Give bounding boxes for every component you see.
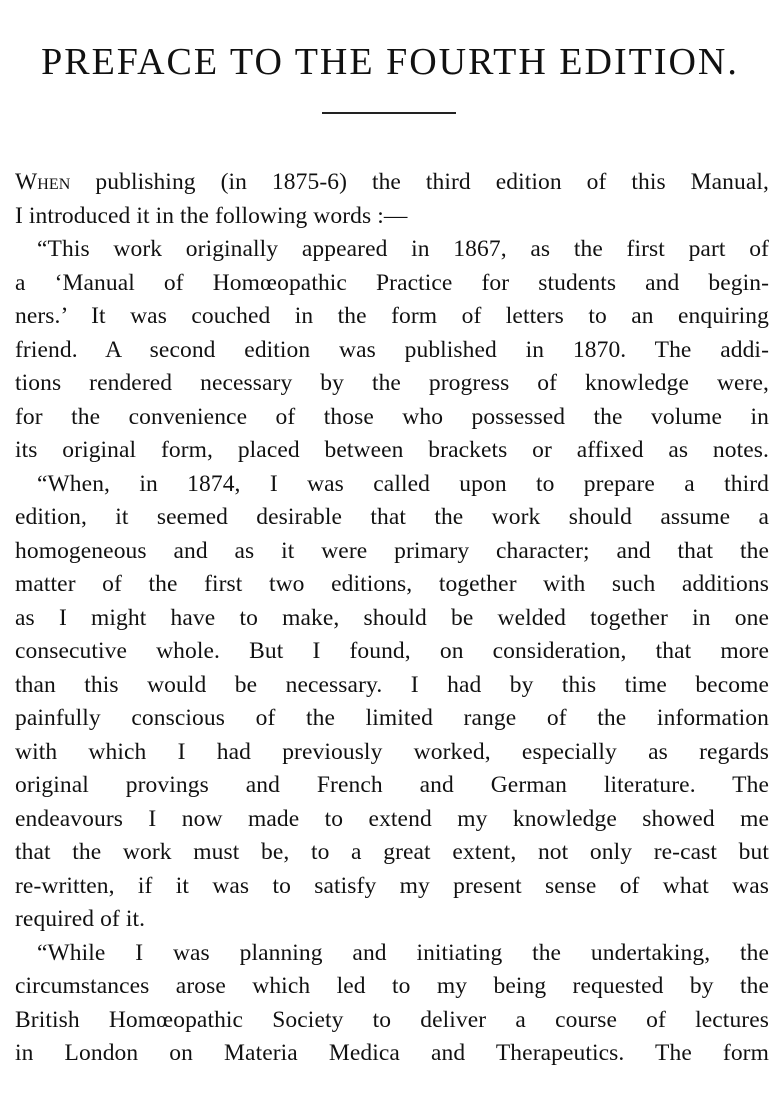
text-line: matter of the first two editions, together with such additions bbox=[15, 571, 769, 597]
text-line: that the work must be, to a great extent, not only re-cast but bbox=[15, 839, 769, 865]
text-line: re-written, if it was to satisfy my present sense of what was bbox=[15, 872, 769, 899]
text-line: ners.’ It was couched in the form of letters to an enquiring bbox=[15, 303, 769, 329]
text-line: in London on Materia Medica and Therapeutics. The form bbox=[15, 1040, 769, 1066]
text-line: consecutive whole. But I found, on consideration, that more bbox=[15, 638, 769, 664]
text-line: I introduced it in the following words :— bbox=[15, 202, 408, 229]
text-line: original provings and French and German literature. The bbox=[15, 772, 769, 798]
lead-word: When bbox=[15, 169, 71, 195]
text-line: British Homœopathic Society to deliver a course of lectures bbox=[15, 1006, 769, 1033]
text-line: tions rendered necessary by the progress of knowledge were, bbox=[15, 370, 769, 396]
body-text bbox=[15, 166, 769, 1071]
text-line: “This work originally appeared in 1867, as the first part of bbox=[37, 236, 769, 262]
text-line: a ‘Manual of Homœopathic Practice for students and begin- bbox=[15, 269, 769, 296]
text-line: as I might have to make, should be welded together in one bbox=[15, 604, 769, 631]
text-line: for the convenience of those who possessed the volume in bbox=[15, 403, 769, 430]
text-line: required of it. bbox=[15, 906, 146, 932]
text-line: painfully conscious of the limited range of the information bbox=[15, 705, 769, 731]
text-line: “When, in 1874, I was called upon to prepare a third bbox=[37, 470, 769, 497]
title-rule bbox=[322, 112, 456, 114]
text-line: with which I had previously worked, especially as regards bbox=[15, 738, 769, 765]
text-line: When publishing (in 1875-6) the third edition of this Manual, bbox=[15, 169, 769, 195]
page-title: PREFACE TO THE FOURTH EDITION. bbox=[41, 41, 739, 83]
text-line: homogeneous and as it were primary character; and that the bbox=[15, 537, 769, 564]
text-line: edition, it seemed desirable that the work should assume a bbox=[15, 504, 769, 530]
text-line: than this would be necessary. I had by this time become bbox=[15, 671, 769, 698]
text-line: circumstances arose which led to my being requested by the bbox=[15, 973, 769, 999]
text-line: endeavours I now made to extend my knowledge showed me bbox=[15, 805, 769, 832]
text-line: friend. A second edition was published in 1870. The addi- bbox=[15, 336, 769, 363]
text-line: its original form, placed between brackets or affixed as notes. bbox=[15, 437, 769, 463]
text-line: “While I was planning and initiating the undertaking, the bbox=[37, 939, 769, 966]
